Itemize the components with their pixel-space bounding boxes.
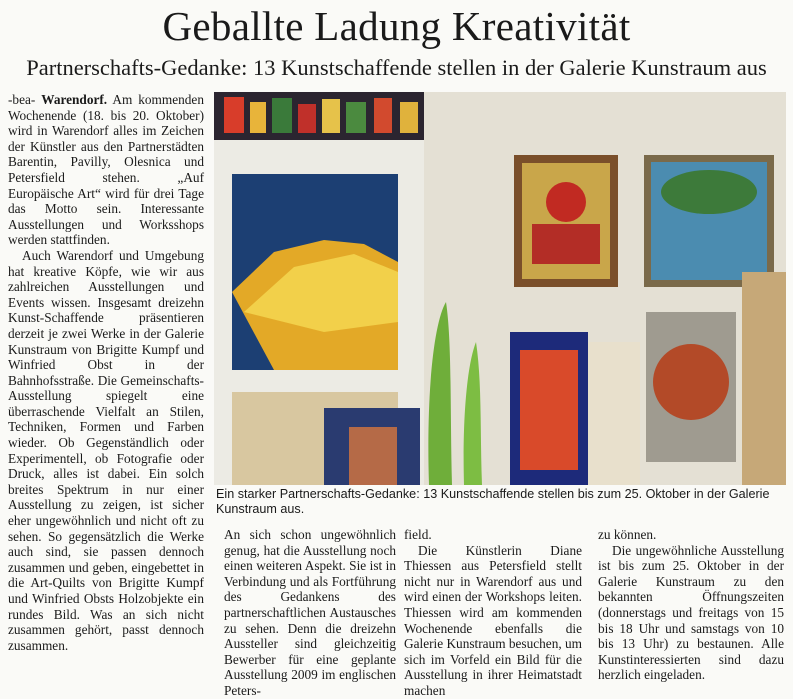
paragraph-1 <box>8 92 204 248</box>
headline: Geballte Ladung Kreativität <box>162 3 631 49</box>
article-column-2 <box>224 527 396 699</box>
article-column-1 <box>8 92 204 653</box>
gallery-image <box>214 92 786 485</box>
dateline: Warendorf. <box>41 92 108 107</box>
article-column-3 <box>404 527 582 699</box>
exhibition-photo <box>214 92 786 485</box>
paragraph-1-text: Am kommenden Wochenende (18. bis 20. Oktober) wird in Warendorf alles im Zeichen der Künstler aus den Partnerstädten Barentin, Pavilly, Olesnica und Petersfield stehen. „Auf Europäische Art“ wird für drei Tage das Motto sein. Interessante Ausstellungen und Worksshops werden stattfinden. <box>8 92 204 248</box>
byline: -bea- <box>8 92 36 107</box>
article-column-4 <box>598 527 784 683</box>
photo-caption: Ein starker Partnerschafts-Gedanke: 13 Kunstschaffende stellen bis zum 25. Oktober in der Galerie Kunstraum aus. <box>216 487 770 516</box>
subheadline: Partnerschafts-Gedanke: 13 Kunstschaffende stellen in der Galerie Kunstraum aus <box>26 55 767 80</box>
paragraph-4: field. <box>404 527 432 542</box>
paragraph-2: Auch Warendorf und Umgebung hat kreative Köpfe, wie wir aus zahlreichen Ausstellungen und Events wissen. Insgesamt dreizehn Kunst-Schaffende präsentieren derzeit je zwei Werke in der Galerie Kunstraum von Brigitte Kumpf und Winfried Obst in der Bahnhofsstraße. Die Gemeinschafts-Ausstellung spiegelt eine überraschende Vielfalt an Stilen, Techniken, Formen und Farben wieder. Ob Gegenständlich oder Experimentell, ob Fotografie oder Druck, alles ist dabei. Ein solch breites Spektrum in nur einer Ausstellung zu zeigen, ist sicher eher ungewöhnlich und nicht oft zu sehen. So gegensätzlich die Werke auch sind, sie passen dennoch zusammen und geben, eingebettet in die Art-Quilts von Brigitte Kumpf und Winfried Obsts Holzobjekte ein rundes Bild. Was an sich nicht zusammen gehört, passt dennoch zusammen. <box>8 247 204 653</box>
paragraph-3: An sich schon ungewöhnlich genug, hat die Ausstellung noch einen weiteren Aspekt. Sie ist in Verbindung und als Fortführung des Gedankens des partnerschaftlichen Austausches zu sehen. Denn die dreizehn Aussteller sind gleichzeitig Bewerber für eine geplante Ausstellung 2009 im englischen Peters- <box>224 527 396 698</box>
paragraph-7: Die ungewöhnliche Ausstellung ist bis zum 25. Oktober in der Galerie Kunstraum zu den bekannten Öffnungszeiten (donnerstags und freitags von 15 bis 18 Uhr und samstags von 10 bis 13 Uhr) zu bestaunen. Alle Kunstinteressierten sind dazu herzlich eingeladen. <box>598 542 784 683</box>
paragraph-5: Die Künstlerin Diane Thiessen aus Petersfield stellt nicht nur in Warendorf aus und wird einen der Workshops leiten. Thiessen wird am kommenden Wochenende ebenfalls die Galerie Kunstraum besuchen, um sich im Vorfeld ein Bild für die Ausstellung in ihrer Heimatstadt machen <box>404 542 582 698</box>
paragraph-6: zu können. <box>598 527 657 542</box>
